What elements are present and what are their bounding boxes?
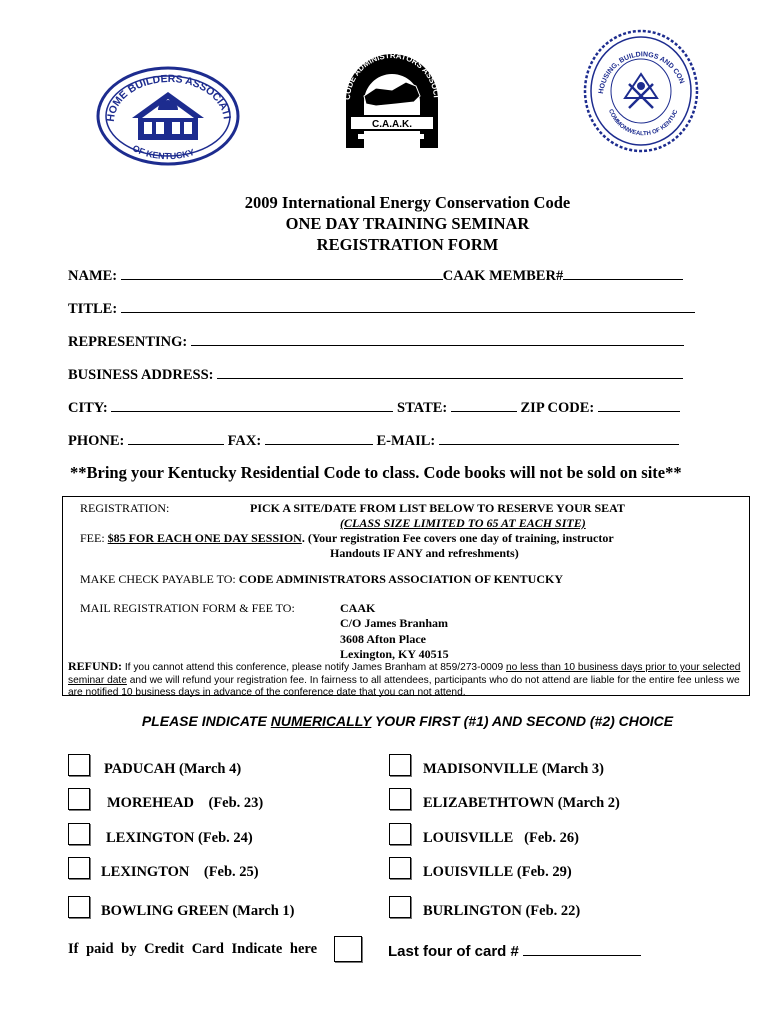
zip-field[interactable] bbox=[598, 397, 680, 412]
representing-field[interactable] bbox=[191, 331, 684, 346]
fax-label: FAX: bbox=[227, 433, 262, 449]
checkbox-elizabethtown[interactable] bbox=[389, 788, 411, 810]
choice-lexington-feb24: LEXINGTON (Feb. 24) bbox=[106, 830, 253, 846]
caak-label: C.A.A.K. bbox=[372, 119, 412, 130]
registration-label: REGISTRATION: bbox=[80, 501, 170, 515]
svg-text:OF KENTUCKY bbox=[131, 143, 196, 161]
hba-bottom-text: OF KENTUCKY bbox=[130, 142, 196, 162]
email-field[interactable] bbox=[439, 430, 679, 445]
hba-logo bbox=[92, 62, 242, 166]
city-field[interactable] bbox=[111, 397, 393, 412]
name-label: NAME: bbox=[68, 268, 118, 284]
checkbox-lexington-feb24[interactable] bbox=[68, 823, 90, 845]
business-address-label: BUSINESS ADDRESS: bbox=[68, 367, 214, 383]
checkbox-louisville-feb26[interactable] bbox=[389, 823, 411, 845]
form-title-line1: 2009 International Energy Conservation Code bbox=[244, 193, 571, 212]
address-line-1: CAAK bbox=[340, 601, 376, 615]
address-line-4: Lexington, KY 40515 bbox=[340, 647, 449, 661]
hbc-seal bbox=[581, 28, 701, 154]
city-row bbox=[68, 397, 680, 417]
address-line-2: C/O James Branham bbox=[340, 616, 448, 630]
fee-description-2: Handouts IF ANY and refreshments) bbox=[330, 546, 519, 560]
checkbox-morehead[interactable] bbox=[68, 788, 90, 810]
choice-burlington: BURLINGTON (Feb. 22) bbox=[423, 903, 581, 919]
refund-deadline: no less than 10 business days prior to your selected seminar date bbox=[68, 662, 741, 686]
check-payee: CODE ADMINISTRATORS ASSOCIATION OF KENTUCKY bbox=[238, 572, 563, 586]
choice-madisonville: MADISONVILLE (March 3) bbox=[423, 761, 604, 777]
refund-label: REFUND: bbox=[68, 659, 122, 673]
choice-lexington-feb25: LEXINGTON (Feb. 25) bbox=[101, 864, 259, 880]
checkbox-louisville-feb29[interactable] bbox=[389, 857, 411, 879]
checkbox-madisonville[interactable] bbox=[389, 754, 411, 776]
address-line-3: 3608 Afton Place bbox=[340, 632, 426, 646]
last-four-row bbox=[388, 939, 641, 960]
name-field[interactable] bbox=[121, 265, 443, 280]
refund-text-2: and we will refund your registration fee. In fairness to all attendees, participants who do not attend are liable for the entire fee unless we are notified 10 business days in advance of the conference date that you can not attend. bbox=[68, 674, 740, 698]
checkbox-paducah[interactable] bbox=[68, 754, 90, 776]
caak-logo bbox=[336, 30, 448, 162]
choice-bowling-green: BOWLING GREEN (March 1) bbox=[101, 903, 295, 919]
representing-label: REPRESENTING: bbox=[68, 334, 188, 350]
hbc-bottom-text: COMMONWEALTH OF KENTUC bbox=[607, 108, 680, 138]
refund-policy bbox=[68, 660, 748, 700]
choice-louisville-feb29: LOUISVILLE (Feb. 29) bbox=[423, 864, 572, 880]
city-label: CITY: bbox=[68, 400, 108, 416]
title-label: TITLE: bbox=[68, 301, 118, 317]
phone-row bbox=[68, 430, 679, 450]
choice-louisville-feb26: LOUISVILLE (Feb. 26) bbox=[423, 830, 579, 846]
checkbox-lexington-feb25[interactable] bbox=[68, 857, 90, 879]
choice-paducah: PADUCAH (March 4) bbox=[104, 761, 242, 777]
checkbox-burlington[interactable] bbox=[389, 896, 411, 918]
hba-top-text: HOME BUILDERS ASSOCIATI bbox=[104, 72, 233, 123]
choice-elizabethtown: ELIZABETHTOWN (March 2) bbox=[423, 795, 620, 811]
fee-description: . (Your registration Fee covers one day of training, instructor bbox=[301, 531, 614, 545]
checkbox-bowling-green[interactable] bbox=[68, 896, 90, 918]
credit-card-label: If paid by Credit Card Indicate here bbox=[68, 941, 318, 957]
title-field[interactable] bbox=[121, 298, 695, 313]
fax-field[interactable] bbox=[265, 430, 373, 445]
choice-instruction-post: YOUR FIRST (#1) AND SECOND (#2) CHOICE bbox=[371, 713, 674, 729]
code-book-notice: **Bring your Kentucky Residential Code to class. Code books will not be sold on site** bbox=[70, 463, 682, 482]
last-four-field[interactable] bbox=[523, 939, 641, 956]
refund-text-1: If you cannot attend this conference, please notify James Branham at 859/273-0009 bbox=[122, 662, 506, 673]
phone-field[interactable] bbox=[128, 430, 224, 445]
representing-row bbox=[68, 331, 684, 351]
fee-row bbox=[80, 531, 614, 546]
fee-label: FEE: bbox=[80, 531, 105, 545]
state-label: STATE: bbox=[397, 400, 448, 416]
choice-morehead: MOREHEAD (Feb. 23) bbox=[107, 795, 264, 811]
form-title-line3: REGISTRATION FORM bbox=[316, 235, 499, 254]
choice-instruction bbox=[0, 713, 770, 729]
mail-label: MAIL REGISTRATION FORM & FEE TO: bbox=[80, 601, 295, 615]
business-address-field[interactable] bbox=[217, 364, 683, 379]
checkbox-credit-card[interactable] bbox=[334, 936, 362, 962]
choice-instruction-pre: PLEASE INDICATE bbox=[141, 713, 271, 729]
title-row bbox=[68, 298, 695, 318]
caak-member-field[interactable] bbox=[563, 265, 683, 280]
caak-member-label: CAAK MEMBER# bbox=[442, 268, 564, 284]
zip-label: ZIP CODE: bbox=[520, 400, 595, 416]
state-field[interactable] bbox=[451, 397, 517, 412]
email-label: E-MAIL: bbox=[376, 433, 436, 449]
caak-ring-text: CODE ADMINISTRATORS ASSOCI bbox=[342, 50, 441, 101]
check-label: MAKE CHECK PAYABLE TO: bbox=[80, 572, 236, 586]
choice-instruction-emphasis: NUMERICALLY bbox=[270, 713, 372, 729]
hbc-ring-text: HOUSING, BUILDINGS AND CON bbox=[597, 51, 686, 95]
form-title-line2: ONE DAY TRAINING SEMINAR bbox=[285, 214, 530, 233]
registration-instruction: PICK A SITE/DATE FROM LIST BELOW TO RESERVE YOUR SEAT bbox=[250, 501, 625, 515]
business-address-row bbox=[68, 364, 683, 384]
last-four-label: Last four of card # bbox=[388, 943, 524, 960]
class-size-note: (CLASS SIZE LIMITED TO 65 AT EACH SITE) bbox=[340, 516, 586, 530]
fee-amount: $85 FOR EACH ONE DAY SESSION bbox=[107, 531, 302, 545]
check-row bbox=[80, 572, 563, 587]
phone-label: PHONE: bbox=[68, 433, 125, 449]
name-row bbox=[68, 265, 683, 285]
